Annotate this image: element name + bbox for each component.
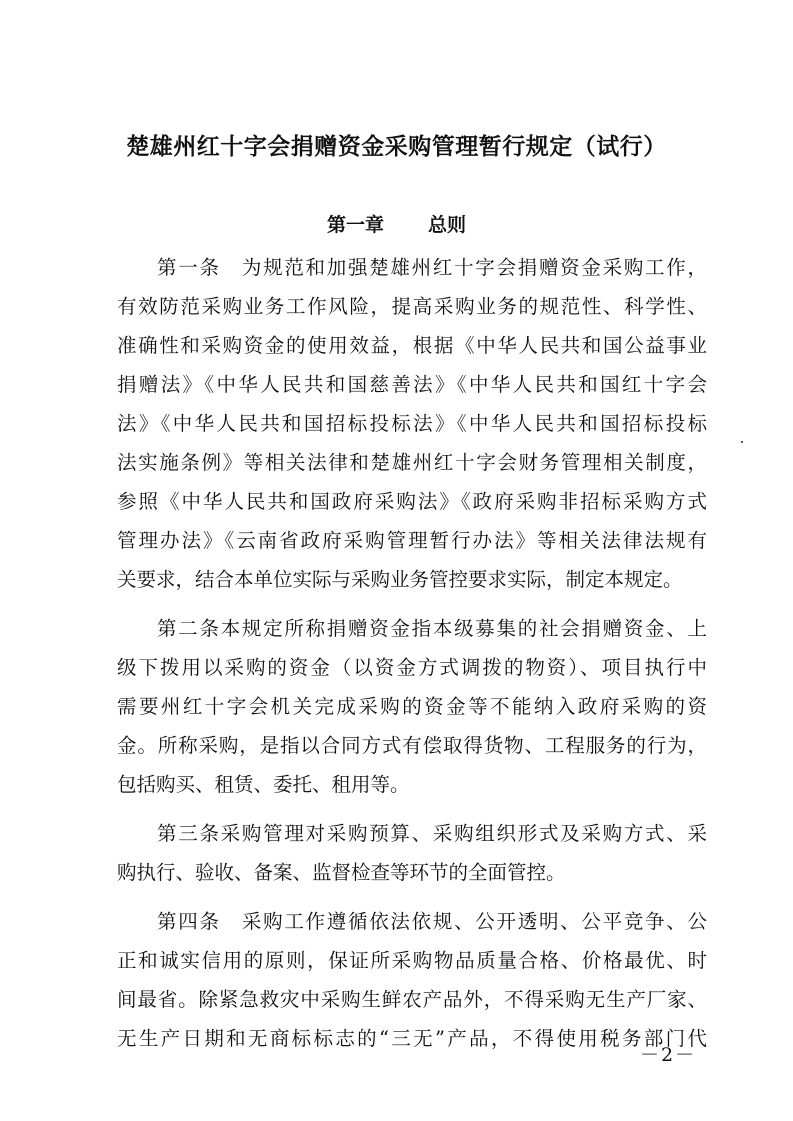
scan-speck: [741, 441, 743, 443]
paragraph-2-line-5: 包括购买、租赁、委托、租用等。: [117, 773, 410, 796]
paragraph-1-line-7: 参照《中华人民共和国政府采购法》《政府采购非招标采购方式: [117, 490, 707, 513]
paragraph-4-line-1: 第四条 采购工作遵循依法依规、公开透明、公平竞争、公: [157, 910, 707, 933]
paragraph-1-line-1: 第一条 为规范和加强楚雄州红十字会捐赠资金采购工作，: [157, 256, 707, 279]
document-title: 楚雄州红十字会捐赠资金采购管理暂行规定（试行）: [126, 134, 667, 160]
chapter-heading: [0, 210, 793, 240]
paragraph-2-line-3: 需要州红十字会机关完成采购的资金等不能纳入政府采购的资: [117, 695, 707, 718]
paragraph-1-line-5: 法》《中华人民共和国招标投标法》《中华人民共和国招标投标: [117, 412, 707, 435]
page-number: －2－: [640, 1044, 697, 1066]
paragraph-1-line-2: 有效防范采购业务工作风险，提高采购业务的规范性、科学性、: [117, 295, 707, 318]
paragraph-4-line-2: 正和诚实信用的原则，保证所采购物品质量合格、价格最优、时: [117, 949, 707, 972]
chapter-name: 总则: [428, 214, 467, 236]
paragraph-2-line-1: 第二条本规定所称捐赠资金指本级募集的社会捐赠资金、上: [157, 617, 707, 640]
paragraph-1-line-9: 关要求，结合本单位实际与采购业务管控要求实际，制定本规定。: [117, 568, 683, 591]
paragraph-1-line-6: 法实施条例》等相关法律和楚雄州红十字会财务管理相关制度，: [117, 451, 707, 474]
chapter-number: 第一章: [326, 214, 384, 236]
paragraph-3-line-2: 购执行、验收、备案、监督检查等环节的全面管控。: [117, 861, 566, 884]
paragraph-1-line-3: 准确性和采购资金的使用效益，根据《中华人民共和国公益事业: [117, 334, 707, 357]
paragraph-2-line-4: 金。所称采购，是指以合同方式有偿取得货物、工程服务的行为，: [117, 734, 707, 757]
paragraph-4-line-4: 无生产日期和无商标标志的“三无”产品，不得使用税务部门代: [117, 1027, 707, 1050]
paragraph-3-line-1: 第三条采购管理对采购预算、采购组织形式及采购方式、采: [157, 822, 707, 845]
paragraph-4-line-3: 间最省。除紧急救灾中采购生鲜农产品外，不得采购无生产厂家、: [117, 988, 707, 1011]
document-body: [117, 248, 707, 1058]
paragraph-1-line-4: 捐赠法》《中华人民共和国慈善法》《中华人民共和国红十字会: [117, 373, 707, 396]
paragraph-2-line-2: 级下拨用以采购的资金（以资金方式调拨的物资）、项目执行中: [117, 656, 707, 679]
paragraph-1-line-8: 管理办法》《云南省政府采购管理暂行办法》等相关法律法规有: [117, 529, 707, 552]
